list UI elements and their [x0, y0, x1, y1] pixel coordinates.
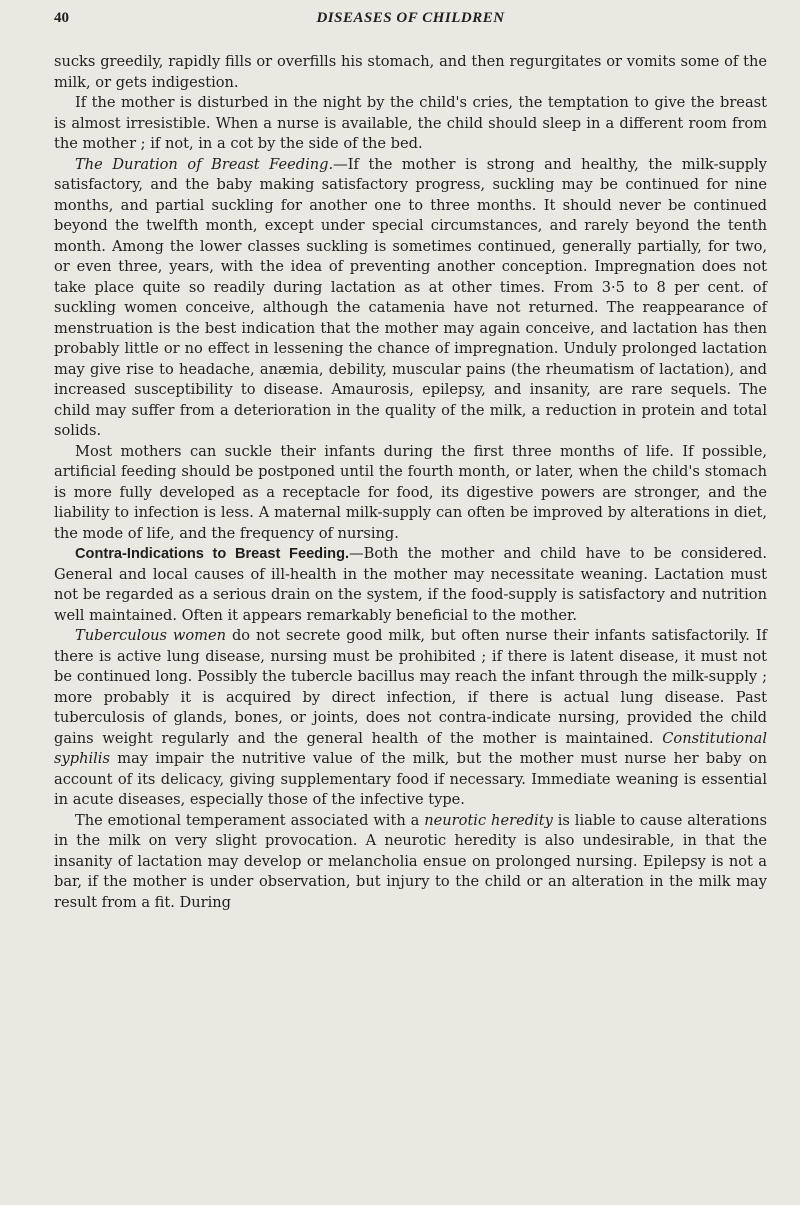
subheading-syphilis: Constitutional syphilis [54, 729, 767, 767]
subheading-tuberculous: Tuberculous women [75, 627, 227, 644]
emphasis-neurotic-heredity: neurotic heredity [424, 811, 553, 829]
paragraph: If the mother is disturbed in the night by the child's cries, the temptation to give the breast is almost irresistible. When a nurse is available, the child should sleep in a different room from the mother ; if not, in a cot by the side of the bed. [54, 94, 767, 152]
paragraph: The emotional temperament associated with a neurotic heredity is liable to cause alterations in the milk on very slight provocation. A neurotic heredity is also undesirable, in that the insanity of lactation may develop or melancholia ensue on prolonged nursing. Epilepsy is not a bar, if the mother is under observation, but injury to the child or an alteration in the milk may result from a fit. During [54, 811, 767, 911]
running-title: DISEASES OF CHILDREN [316, 10, 505, 26]
body-text [54, 52, 767, 913]
paragraph: Tuberculous women do not secrete good milk, but often nurse their infants satisfactorily. If there is active lung disease, nursing must be prohibited ; if there is latent disease, it must not be continued long. Possibly the tubercle bacillus may reach the infant through the milk-supply ; more probably it is acquired by direct infection, if there is actual lung disease. Past tuberculosis of glands, bones, or joints, does not contra-indicate nursing, provided the child gains weight regularly and the general health of the mother is maintained. Constitutional syphilis may impair the nutritive value of the milk, but the mother must nurse her baby on account of its delicacy, giving supplementary food if necessary. Immediate weaning is essential in acute diseases, especially those of the infective type. [54, 627, 767, 808]
paragraph: The Duration of Breast Feeding.—If the mother is strong and healthy, the milk-supply satisfactory, and the baby making satisfactory progress, suckling may be continued for nine months, and partial suckling for another one to three months. It should never be continued beyond the twelfth month, except under special circumstances, and rarely beyond the tenth month. Among the lower classes suckling is sometimes continued, generally partially, for two, or even three, years, with the idea of preventing another conception. Impregnation does not take place quite so readily during lactation as at other times. From 3·5 to 8 per cent. of suckling women conceive, although the catamenia have not returned. The reappearance of menstruation is the best indication that the mother may again conceive, and lactation has then probably little or no effect in lessening the chance of impregnation. Unduly prolonged lactation may give rise to headache, anæmia, debility, muscular pains (the rheumatism of lactation), and increased susceptibility to disease. Amaurosis, epilepsy, and insanity, are rare sequels. The child may suffer from a deterioration in the quality of the milk, a reduction in protein and total solids. [54, 155, 767, 439]
page-number: 40 [54, 10, 69, 26]
paragraph: Most mothers can suckle their infants during the first three months of life. If possible, artificial feeding should be postponed until the fourth month, or later, when the child's stomach is more fully developed as a receptacle for food, its digestive powers are stronger, and the liability to infection is less. A maternal milk-supply can often be improved by alterations in diet, the mode of life, and the frequency of nursing. [54, 442, 767, 542]
running-header [54, 10, 767, 36]
paragraph: sucks greedily, rapidly fills or overfills his stomach, and then regurgitates or vomits some of the milk, or gets indigestion. [54, 53, 767, 91]
paragraph: Contra-Indications to Breast Feeding.—Both the mother and child have to be considered. General and local causes of ill-health in the mother may necessitate weaning. Lactation must not be regarded as a serious drain on the system, if the food-supply is satisfactory and nutrition well maintained. Often it appears remarkably beneficial to the mother. [54, 545, 767, 624]
section-heading-contra-indications: Contra-Indications to Breast Feeding. [75, 546, 350, 562]
section-heading-duration: The Duration of Breast Feeding. [75, 155, 334, 173]
